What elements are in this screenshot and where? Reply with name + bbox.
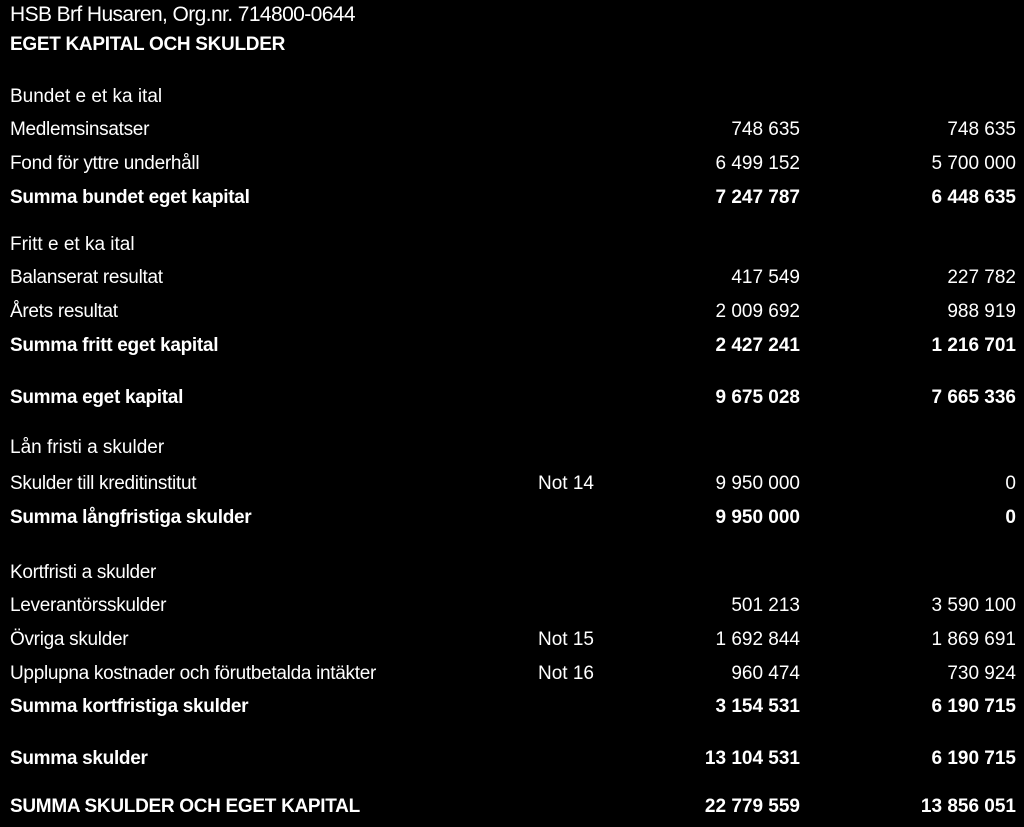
row-label: Summa bundet eget kapital bbox=[10, 187, 250, 208]
previous-year-value: 3 590 100 bbox=[931, 595, 1016, 616]
row-label: Fritt e et ka ital bbox=[10, 234, 135, 255]
table-row bbox=[0, 153, 1024, 183]
previous-year-value: 748 635 bbox=[947, 119, 1016, 140]
row-label: Skulder till kreditinstitut bbox=[10, 473, 197, 494]
organization-header: HSB Brf Husaren, Org.nr. 714800-0644 bbox=[10, 3, 355, 26]
previous-year-value: 1 216 701 bbox=[931, 335, 1016, 356]
current-year-value: 9 950 000 bbox=[715, 473, 800, 494]
row-label: Summa fritt eget kapital bbox=[10, 335, 219, 356]
section-title: EGET KAPITAL OCH SKULDER bbox=[10, 34, 285, 55]
current-year-value: 2 427 241 bbox=[715, 335, 800, 356]
current-year-value: 9 675 028 bbox=[715, 387, 800, 408]
note-reference: Not 14 bbox=[538, 473, 594, 494]
row-label: Kortfristi a skulder bbox=[10, 562, 157, 583]
current-year-value: 9 950 000 bbox=[715, 507, 800, 528]
row-label: Summa kortfristiga skulder bbox=[10, 696, 249, 717]
row-label: Summa långfristiga skulder bbox=[10, 507, 252, 528]
table-row bbox=[0, 595, 1024, 625]
row-label: Medlemsinsatser bbox=[10, 119, 150, 140]
previous-year-value: 0 bbox=[1005, 473, 1016, 494]
previous-year-value: 6 190 715 bbox=[931, 696, 1016, 717]
previous-year-value: 988 919 bbox=[947, 301, 1016, 322]
table-row bbox=[0, 267, 1024, 297]
row-label: Leverantörsskulder bbox=[10, 595, 167, 616]
previous-year-value: 1 869 691 bbox=[931, 629, 1016, 650]
current-year-value: 501 213 bbox=[731, 595, 800, 616]
section-heading bbox=[0, 562, 1024, 583]
previous-year-value: 227 782 bbox=[947, 267, 1016, 288]
current-year-value: 6 499 152 bbox=[715, 153, 800, 174]
current-year-value: 1 692 844 bbox=[715, 629, 800, 650]
sum-row bbox=[0, 748, 1024, 778]
sum-row bbox=[0, 187, 1024, 217]
sum-row bbox=[0, 796, 1024, 826]
sum-row bbox=[0, 507, 1024, 537]
row-label: Summa eget kapital bbox=[10, 387, 184, 408]
row-label: Summa skulder bbox=[10, 748, 148, 769]
table-row bbox=[0, 629, 1024, 659]
current-year-value: 7 247 787 bbox=[715, 187, 800, 208]
previous-year-value: 5 700 000 bbox=[931, 153, 1016, 174]
section-heading bbox=[0, 234, 1024, 264]
table-row bbox=[0, 473, 1024, 503]
row-label: Övriga skulder bbox=[10, 629, 129, 650]
sum-row bbox=[0, 387, 1024, 417]
current-year-value: 2 009 692 bbox=[715, 301, 800, 322]
previous-year-value: 13 856 051 bbox=[920, 796, 1016, 817]
current-year-value: 960 474 bbox=[731, 663, 800, 684]
sum-row bbox=[0, 696, 1024, 726]
row-label: Balanserat resultat bbox=[10, 267, 163, 288]
table-row bbox=[0, 119, 1024, 149]
current-year-value: 22 779 559 bbox=[704, 796, 800, 817]
note-reference: Not 16 bbox=[538, 663, 594, 684]
current-year-value: 3 154 531 bbox=[715, 696, 800, 717]
row-label: SUMMA SKULDER OCH EGET KAPITAL bbox=[10, 796, 360, 817]
table-row bbox=[0, 301, 1024, 331]
previous-year-value: 0 bbox=[1005, 507, 1016, 528]
current-year-value: 417 549 bbox=[731, 267, 800, 288]
row-label: Fond för yttre underhåll bbox=[10, 153, 200, 174]
current-year-value: 13 104 531 bbox=[704, 748, 800, 769]
previous-year-value: 730 924 bbox=[947, 663, 1016, 684]
row-label: Bundet e et ka ital bbox=[10, 86, 163, 107]
previous-year-value: 7 665 336 bbox=[931, 387, 1016, 408]
note-reference: Not 15 bbox=[538, 629, 594, 650]
sum-row bbox=[0, 335, 1024, 365]
section-heading bbox=[0, 86, 1024, 116]
current-year-value: 748 635 bbox=[731, 119, 800, 140]
row-label: Lån fristi a skulder bbox=[10, 437, 165, 458]
row-label: Årets resultat bbox=[10, 301, 118, 322]
previous-year-value: 6 190 715 bbox=[931, 748, 1016, 769]
table-row bbox=[0, 663, 1024, 693]
previous-year-value: 6 448 635 bbox=[931, 187, 1016, 208]
section-heading bbox=[0, 437, 1024, 467]
row-label: Upplupna kostnader och förutbetalda intäkter bbox=[10, 663, 376, 684]
